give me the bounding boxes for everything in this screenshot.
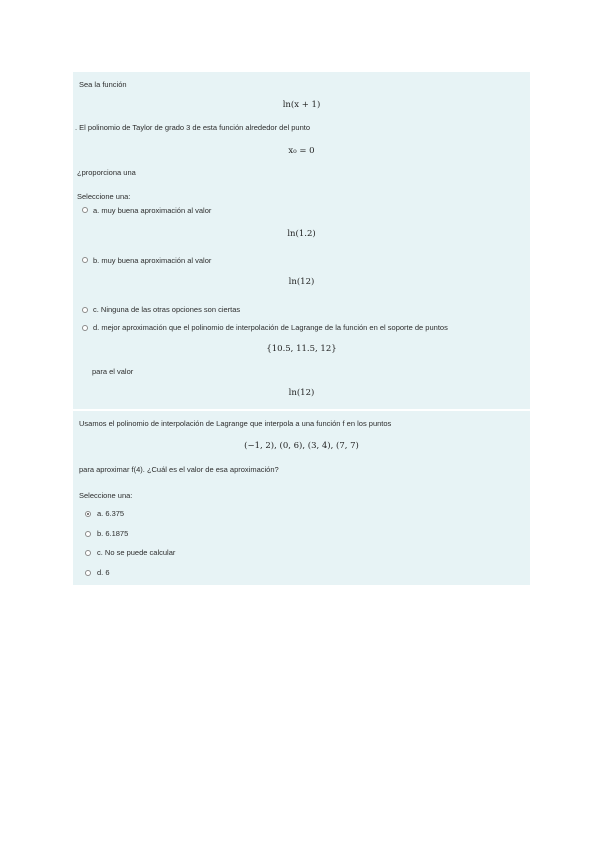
q1-intro: Sea la función bbox=[79, 80, 127, 89]
q1-option-a-radio[interactable] bbox=[82, 207, 88, 213]
q1-option-d-radio[interactable] bbox=[82, 325, 88, 331]
q1-option-b-label: b. muy buena aproximación al valor bbox=[93, 256, 212, 265]
q1-option-c-label: c. Ninguna de las otras opciones son ciertas bbox=[93, 305, 241, 314]
q2-option-c-radio[interactable] bbox=[85, 550, 91, 556]
q1-option-c-radio[interactable] bbox=[82, 307, 88, 313]
q1-option-d-label: d. mejor aproximación que el polinomio de interpolación de Lagrange de la función en el soporte de puntos bbox=[93, 323, 448, 332]
q1-option-b-math: ln(12) bbox=[288, 277, 315, 287]
q1-option-a-math: ln(1.2) bbox=[287, 229, 316, 239]
q2-question: Usamos el polinomio de interpolación de Lagrange que interpola a una función f en los puntos bbox=[79, 419, 392, 428]
q1-option-d-math: {10.5, 11.5, 12} bbox=[266, 344, 337, 354]
q2-option-a-radio[interactable] bbox=[85, 511, 91, 517]
q1-option-b-radio[interactable] bbox=[82, 257, 88, 263]
q2-option-d-radio[interactable] bbox=[85, 570, 91, 576]
q2-select-label: Seleccione una: bbox=[79, 491, 133, 500]
q2-option-a-label: a. 6.375 bbox=[97, 509, 125, 518]
q2-points-expr: (−1, 2), (0, 6), (3, 4), (7, 7) bbox=[244, 441, 359, 451]
q1-point-expr: x₀ = 0 bbox=[288, 146, 315, 156]
q1-taylor-text: . El polinomio de Taylor de grado 3 de esta función alrededor del punto bbox=[75, 123, 311, 132]
q1-select-label: Seleccione una: bbox=[77, 192, 131, 201]
q1-option-a-label: a. muy buena aproximación al valor bbox=[93, 206, 212, 215]
q2-option-c-label: c. No se puede calcular bbox=[97, 548, 176, 557]
q2-option-b-label: b. 6.1875 bbox=[97, 529, 129, 538]
q1-final-math: ln(12) bbox=[288, 388, 315, 398]
q1-provides-text: ¿proporciona una bbox=[77, 168, 136, 177]
question-2-panel bbox=[73, 411, 530, 585]
q2-approx-text: para aproximar f(4). ¿Cuál es el valor de esa aproximación? bbox=[79, 465, 279, 474]
q1-function-expr: ln(x + 1) bbox=[282, 100, 321, 110]
question-1-panel bbox=[73, 72, 530, 409]
q2-option-d-label: d. 6 bbox=[97, 568, 110, 577]
q2-option-b-radio[interactable] bbox=[85, 531, 91, 537]
q1-for-value-text: para el valor bbox=[92, 367, 134, 376]
